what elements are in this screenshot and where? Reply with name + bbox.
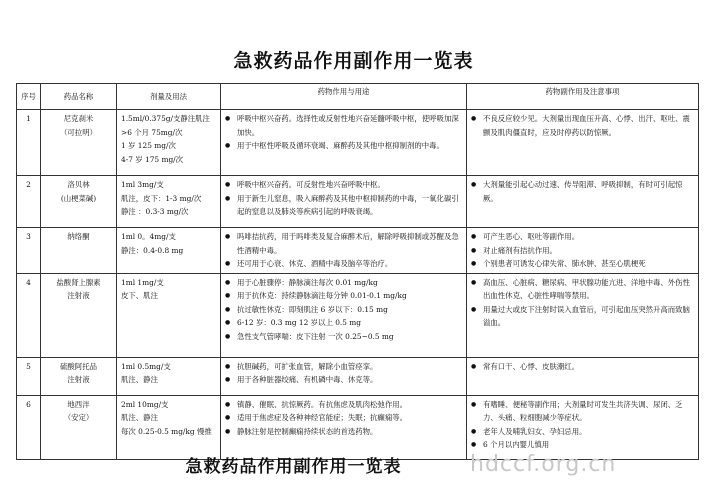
cell-side: [467, 176, 699, 228]
cell-dose: [117, 228, 221, 274]
bullet-item: ● 用于心脏骤停：静脉滴注每次 0.01 mg/kg: [225, 276, 462, 290]
header-seq: 序号: [17, 84, 41, 110]
cell-line: >6 个月 75mg/次: [121, 127, 183, 137]
bullet-item: ● 用量过大或皮下注射时误入血管后，可引起血压突然升高而致脑溢血。: [471, 303, 694, 330]
cell-side: [467, 357, 699, 395]
cell-line: （安定）: [63, 413, 94, 422]
table-row: [17, 357, 699, 395]
cell-line: 2ml 10mg/支: [121, 399, 169, 409]
bullet-item: ● 用于各种脏器绞痛、有机磷中毒、休克等。: [225, 373, 462, 387]
cell-line: 每次 0.25-0.5 mg/kg 慢推: [121, 426, 212, 436]
cell-line: 注射液: [67, 291, 90, 300]
bullet-item: ● 不良反应较少见。大剂量出现血压升高、心悸、出汗、呕吐、震颤及肌肉僵直时，应及时停药以防惊厥。: [471, 112, 694, 139]
cell-dose: [117, 357, 221, 395]
cell-effect: [221, 110, 467, 176]
cell-side: [467, 273, 699, 357]
cell-name: [41, 110, 117, 176]
watermark: hdccf.org.cn: [470, 452, 617, 477]
bullet-item: ● 可产生恶心、呕吐等副作用。: [471, 230, 694, 244]
table-row: [17, 395, 699, 459]
cell-line: 1 岁 125 mg/次: [121, 141, 176, 150]
cell-name: [41, 273, 117, 357]
bullet-item: ● 6-12 岁：0.3 mg 12 岁以上 0.5 mg: [225, 316, 462, 330]
cell-line: 1ml 0.5mg/支: [121, 361, 171, 371]
cell-dose: [117, 395, 221, 459]
bullet-item: ● 6 个月以内婴儿慎用: [471, 438, 694, 452]
cell-line: 纳络酮: [67, 232, 90, 241]
cell-line: (山梗菜碱): [60, 193, 97, 203]
cell-side: [467, 110, 699, 176]
cell-line: （可拉明）: [60, 127, 97, 137]
cell-seq: 5: [17, 357, 41, 395]
cell-line: 皮下、肌注: [121, 291, 158, 300]
header-dose: 剂量及用法: [117, 84, 221, 110]
table-row: [17, 228, 699, 274]
cell-dose: [117, 176, 221, 228]
cell-dose: [117, 273, 221, 357]
bullet-item: ● 呼吸中枢兴奋药。可反射性地兴奋呼吸中枢。: [225, 178, 462, 192]
cell-line: 1.5ml/0.375g/支静注肌注: [121, 114, 210, 123]
cell-effect: [221, 228, 467, 274]
bullet-item: ● 镇静、催眠、抗惊厥药。有抗焦虑及肌肉松弛作用。: [225, 398, 462, 412]
bullet-item: ● 大剂量能引起心动过速、传导阻滞、呼吸抑制，有时可引起惊厥。: [471, 178, 694, 205]
bullet-item: ● 常有口干、心悸、皮肤潮红。: [471, 360, 694, 374]
bullet-item: ● 个别患者可诱发心律失常、肺水肿、甚至心肌梗死: [471, 257, 694, 271]
bullet-item: ● 静脉注射是控制癫痫持续状态的首选药物。: [225, 425, 462, 439]
bullet-item: ● 呼吸中枢兴奋药。选择性或反射性地兴奋延髓呼吸中枢，使呼吸加深加快。: [225, 112, 462, 139]
cell-line: 肌注、静注: [121, 413, 158, 422]
cell-line: 1ml 3mg/支: [121, 180, 164, 189]
bullet-item: ● 用于中枢性呼吸及循环衰竭、麻醉药及其他中枢抑制剂的中毒。: [225, 139, 462, 153]
cell-name: [41, 228, 117, 274]
cell-seq: 3: [17, 228, 41, 274]
cell-line: 洛贝林: [67, 180, 90, 189]
header-side: 药物副作用及注意事项: [467, 84, 699, 110]
cell-dose: [117, 110, 221, 176]
cell-name: [41, 357, 117, 395]
cell-line: 1ml 0。4mg/支: [121, 232, 176, 241]
cell-effect: [221, 395, 467, 459]
cell-seq: 2: [17, 176, 41, 228]
cell-effect: [221, 357, 467, 395]
cell-name: [41, 176, 117, 228]
cell-line: 注射液: [67, 375, 90, 384]
cell-side: [467, 395, 699, 459]
cell-seq: 6: [17, 395, 41, 459]
cell-effect: [221, 176, 467, 228]
bullet-item: ● 老年人及哺乳妇女、孕妇忌用。: [471, 425, 694, 439]
header-name: 药品名称: [41, 84, 117, 110]
cell-line: 静注 ：0.3-3 mg/次: [121, 207, 189, 216]
bullet-item: ● 抗过敏性休克：即刻肌注 6 岁以下：0.15 mg: [225, 303, 462, 317]
cell-name: [41, 395, 117, 459]
cell-line: 盐酸肾上腺素: [56, 277, 101, 287]
table-row: [17, 273, 699, 357]
table-row: [17, 110, 699, 176]
bullet-item: ● 抗胆碱药，可扩张血管，解除小血管痉挛。: [225, 360, 462, 374]
cell-effect: [221, 273, 467, 357]
bullet-item: ● 高血压、心脏病、糖尿病、甲状腺功能亢进、洋地中毒、外伤性出血性休克、心脏性哮喘等禁用。: [471, 276, 694, 303]
cell-line: 4-7 岁 175 mg/次: [121, 154, 184, 164]
cell-seq: 1: [17, 110, 41, 176]
cell-line: 肌注，皮下：1-3 mg/次: [121, 193, 202, 203]
bullet-item: ● 急性支气管哮喘：皮下注射 一次 0.25~0.5 mg: [225, 330, 462, 344]
cell-seq: 4: [17, 273, 41, 357]
bullet-item: ● 对止痛剂有拮抗作用。: [471, 244, 694, 258]
footer-title: 急救药品作用副作用一览表: [185, 457, 402, 477]
cell-line: 尼克刹米: [63, 114, 94, 123]
page-title: 急救药品作用副作用一览表: [233, 50, 474, 72]
cell-line: 地西泮: [67, 399, 90, 409]
drug-table: [16, 83, 699, 460]
bullet-item: ● 有嗜睡、便秘等副作用；大剂量时可发生共济失调、尿闭、乏力、头痛、粒细胞减少等症状。: [471, 398, 694, 425]
cell-line: 肌注、静注: [121, 375, 158, 384]
cell-side: [467, 228, 699, 274]
cell-line: 静注：0.4-0.8 mg: [121, 245, 184, 255]
bullet-item: ● 用于新生儿窒息，吸入麻醉药及其他中枢抑制药的中毒，一氧化碳引起的窒息以及肺炎等疾病引起的呼吸衰竭。: [225, 192, 462, 219]
bullet-item: ● 适用于焦虑症及各种神经官能症；失眠；抗癫痫等。: [225, 411, 462, 425]
bullet-item: ● 还可用于心衰、休克、酒精中毒及脑卒等治疗。: [225, 257, 462, 271]
table-row: [17, 176, 699, 228]
cell-line: 1ml 1mg/支: [121, 277, 164, 287]
bullet-item: ● 吗啡拮抗药，用于吗啡类及复合麻醉术后，解除呼吸抑制或苏醒及急性酒精中毒。: [225, 230, 462, 257]
bullet-item: ● 用于抗休克：持续静脉滴注每分钟 0.01-0.1 mg/kg: [225, 289, 462, 303]
cell-line: 硫酸阿托品: [60, 361, 97, 371]
header-effect: 药物作用与用途: [221, 84, 467, 110]
